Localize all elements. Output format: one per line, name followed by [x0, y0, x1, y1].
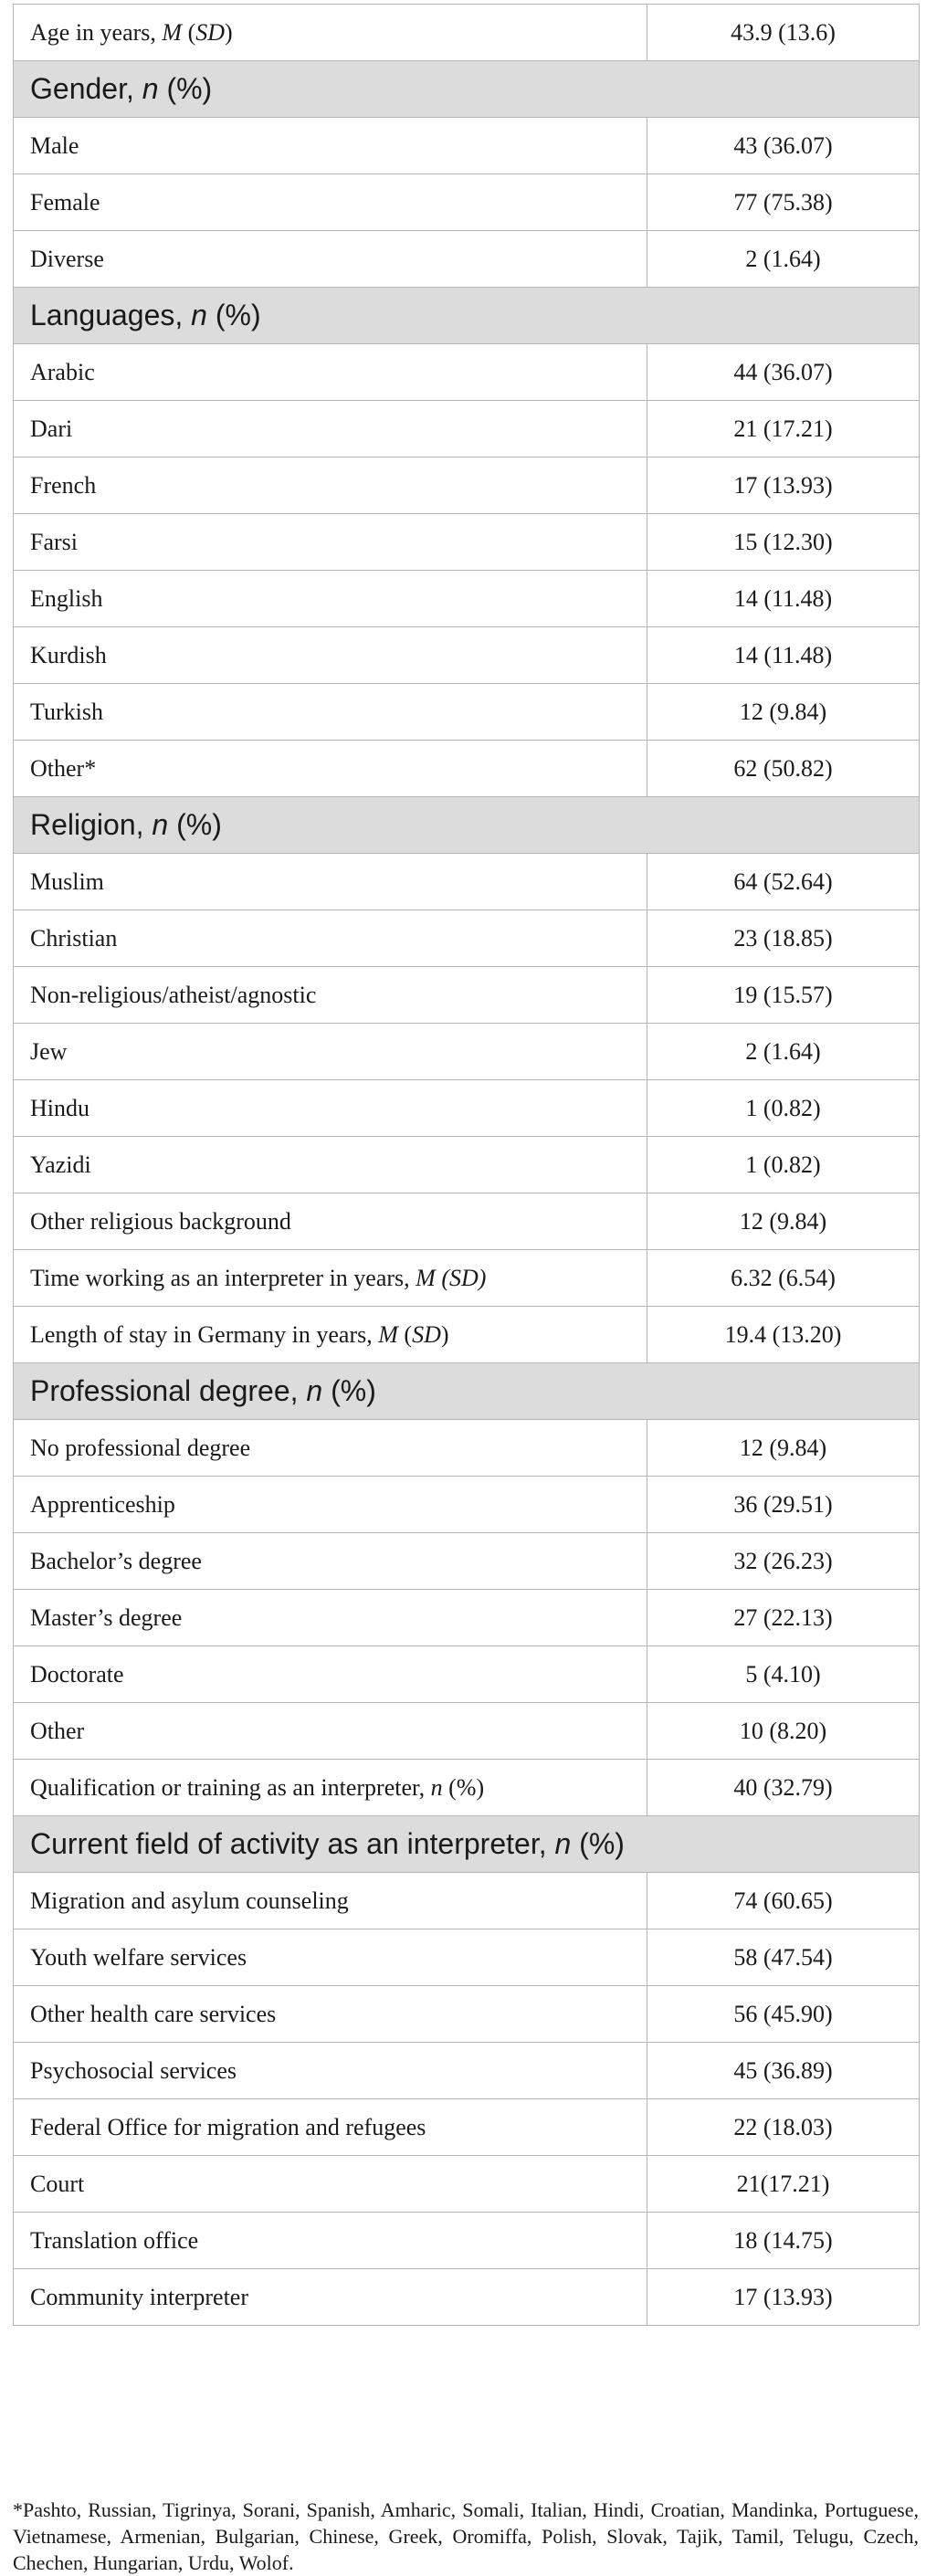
value-cell: 44 (36.07)	[647, 344, 920, 401]
value-cell: 43.9 (13.6)	[647, 5, 920, 61]
value-cell: 22 (18.03)	[647, 2099, 920, 2156]
value-cell: 1 (0.82)	[647, 1137, 920, 1193]
row-label: Non-religious/atheist/agnostic	[30, 981, 317, 1008]
value-cell: 15 (12.30)	[647, 514, 920, 571]
table-row	[14, 627, 920, 684]
table-row	[14, 1760, 920, 1816]
label-cell	[14, 1477, 647, 1533]
value-cell: 14 (11.48)	[647, 571, 920, 627]
label-cell	[14, 684, 647, 741]
label-cell	[14, 2099, 647, 2156]
row-label: Male	[30, 131, 79, 159]
row-label: Age in years,	[30, 18, 163, 46]
table-row	[14, 401, 920, 457]
row-label-suffix: )	[440, 1320, 449, 1348]
table-row	[14, 118, 920, 174]
table-row	[14, 571, 920, 627]
row-label-suffix: (%)	[206, 299, 261, 331]
label-cell	[14, 514, 647, 571]
label-cell	[14, 1873, 647, 1929]
label-cell	[14, 1250, 647, 1307]
row-label: Languages,	[30, 299, 192, 331]
table-row	[14, 514, 920, 571]
label-cell	[14, 1590, 647, 1646]
value-cell: 43 (36.07)	[647, 118, 920, 174]
label-cell	[14, 1024, 647, 1080]
table-row	[14, 1873, 920, 1929]
row-label-suffix: (%)	[322, 1374, 376, 1407]
table-row	[14, 1533, 920, 1590]
label-cell	[14, 910, 647, 967]
row-label: Migration and asylum counseling	[30, 1887, 349, 1914]
table-footnote: *Pashto, Russian, Tigrinya, Sorani, Spanish, Amharic, Somali, Italian, Hindi, Croatian, Mandinka, Portuguese, Vietnamese, Armenian, Bulgarian, Chinese, Greek, Oromiffa, Polish, Slovak, Tajik, Tamil, Telugu, Czech, Chechen, Hungarian, Urdu, Wolof.	[13, 2498, 919, 2574]
value-cell: 6.32 (6.54)	[647, 1250, 920, 1307]
demographics-table	[13, 4, 920, 2326]
row-label-italic: M	[162, 18, 183, 46]
label-cell	[14, 1193, 647, 1250]
label-cell	[14, 1307, 647, 1363]
label-cell	[14, 174, 647, 231]
section-header-row	[14, 1363, 920, 1420]
value-cell: 62 (50.82)	[647, 741, 920, 797]
row-label-italic: n	[430, 1773, 443, 1801]
value-cell: 10 (8.20)	[647, 1703, 920, 1760]
table-row	[14, 1986, 920, 2043]
value-cell: 5 (4.10)	[647, 1646, 920, 1703]
value-cell: 32 (26.23)	[647, 1533, 920, 1590]
label-cell	[14, 967, 647, 1024]
label-cell	[14, 741, 647, 797]
table-row	[14, 1137, 920, 1193]
row-label-italic: M (SD)	[416, 1264, 487, 1291]
table-row	[14, 2269, 920, 2326]
table-row	[14, 1024, 920, 1080]
value-cell: 64 (52.64)	[647, 854, 920, 910]
section-header-row	[14, 61, 920, 118]
table-row	[14, 1590, 920, 1646]
row-label: Arabic	[30, 358, 95, 385]
label-cell	[14, 1420, 647, 1477]
row-label: Qualification or training as an interpreter,	[30, 1773, 431, 1801]
value-cell: 74 (60.65)	[647, 1873, 920, 1929]
label-cell	[14, 854, 647, 910]
value-cell: 27 (22.13)	[647, 1590, 920, 1646]
row-label: Kurdish	[30, 641, 107, 668]
value-cell: 14 (11.48)	[647, 627, 920, 684]
value-cell: 19.4 (13.20)	[647, 1307, 920, 1363]
value-cell: 45 (36.89)	[647, 2043, 920, 2099]
row-label: Court	[30, 2170, 85, 2197]
row-label-suffix: (	[182, 18, 196, 46]
table-row	[14, 1703, 920, 1760]
row-label: Christian	[30, 924, 118, 952]
row-label-italic: SD	[412, 1320, 441, 1348]
table-row	[14, 1477, 920, 1533]
value-cell: 12 (9.84)	[647, 1420, 920, 1477]
section-header-cell	[14, 288, 920, 344]
table-row	[14, 854, 920, 910]
row-label-italic: SD	[195, 18, 226, 46]
table-row	[14, 2156, 920, 2213]
label-cell	[14, 1080, 647, 1137]
row-label: Professional degree,	[30, 1374, 307, 1407]
label-cell	[14, 627, 647, 684]
row-label: No professional degree	[30, 1434, 251, 1461]
table-row	[14, 1307, 920, 1363]
row-label: Dari	[30, 415, 73, 442]
value-cell: 2 (1.64)	[647, 231, 920, 288]
table-row	[14, 684, 920, 741]
row-label: Farsi	[30, 528, 78, 555]
row-label-suffix: (%)	[571, 1827, 625, 1860]
row-label: French	[30, 471, 97, 499]
section-header-cell	[14, 1363, 920, 1420]
row-label: Other health care services	[30, 2000, 277, 2027]
table-row	[14, 1929, 920, 1986]
row-label: Doctorate	[30, 1660, 124, 1688]
row-label: Length of stay in Germany in years,	[30, 1320, 379, 1348]
row-label: Other	[30, 1717, 85, 1744]
value-cell: 17 (13.93)	[647, 2269, 920, 2326]
row-label: Federal Office for migration and refugees	[30, 2113, 426, 2140]
row-label: Muslim	[30, 867, 104, 895]
value-cell: 1 (0.82)	[647, 1080, 920, 1137]
table-row	[14, 1646, 920, 1703]
table-row	[14, 1193, 920, 1250]
row-label: Bachelor’s degree	[30, 1547, 202, 1574]
value-cell: 17 (13.93)	[647, 457, 920, 514]
table-row	[14, 5, 920, 61]
row-label: Jew	[30, 1037, 68, 1065]
table-row	[14, 910, 920, 967]
row-label-italic: n	[306, 1374, 323, 1407]
label-cell	[14, 2156, 647, 2213]
label-cell	[14, 2269, 647, 2326]
table-row	[14, 1250, 920, 1307]
label-cell	[14, 118, 647, 174]
label-cell	[14, 5, 647, 61]
row-label: English	[30, 584, 103, 612]
label-cell	[14, 1929, 647, 1986]
value-cell: 12 (9.84)	[647, 1193, 920, 1250]
section-header-cell	[14, 1816, 920, 1873]
row-label-italic: n	[554, 1827, 572, 1860]
row-label: Diverse	[30, 245, 104, 272]
label-cell	[14, 1760, 647, 1816]
row-label: Translation office	[30, 2226, 199, 2254]
row-label: Apprenticeship	[30, 1490, 175, 1518]
value-cell: 21 (17.21)	[647, 401, 920, 457]
table-row	[14, 2043, 920, 2099]
label-cell	[14, 401, 647, 457]
section-header-row	[14, 797, 920, 854]
row-label-suffix: )	[225, 18, 233, 46]
label-cell	[14, 2043, 647, 2099]
row-label-suffix: (	[397, 1320, 413, 1348]
label-cell	[14, 231, 647, 288]
row-label: Female	[30, 188, 100, 216]
value-cell: 36 (29.51)	[647, 1477, 920, 1533]
row-label: Hindu	[30, 1094, 89, 1121]
row-label: Gender,	[30, 72, 142, 105]
table-row	[14, 174, 920, 231]
table-row	[14, 344, 920, 401]
row-label: Community interpreter	[30, 2283, 249, 2310]
value-cell: 23 (18.85)	[647, 910, 920, 967]
value-cell: 58 (47.54)	[647, 1929, 920, 1986]
row-label-italic: M	[378, 1320, 398, 1348]
table-row	[14, 967, 920, 1024]
row-label: Religion,	[30, 808, 153, 841]
table-row	[14, 2099, 920, 2156]
value-cell: 18 (14.75)	[647, 2213, 920, 2269]
row-label-suffix: (%)	[158, 72, 213, 105]
value-cell: 19 (15.57)	[647, 967, 920, 1024]
table-body	[14, 5, 920, 2326]
value-cell: 56 (45.90)	[647, 1986, 920, 2043]
section-header-cell	[14, 797, 920, 854]
value-cell: 12 (9.84)	[647, 684, 920, 741]
section-header-cell	[14, 61, 920, 118]
row-label: Current field of activity as an interpreter,	[30, 1827, 555, 1860]
row-label: Master’s degree	[30, 1603, 183, 1631]
value-cell: 21(17.21)	[647, 2156, 920, 2213]
value-cell: 40 (32.79)	[647, 1760, 920, 1816]
value-cell: 77 (75.38)	[647, 174, 920, 231]
label-cell	[14, 571, 647, 627]
table-row	[14, 1080, 920, 1137]
label-cell	[14, 457, 647, 514]
table-row	[14, 231, 920, 288]
row-label: Other*	[30, 754, 97, 782]
label-cell	[14, 1533, 647, 1590]
value-cell: 2 (1.64)	[647, 1024, 920, 1080]
row-label: Yazidi	[30, 1151, 91, 1178]
label-cell	[14, 1646, 647, 1703]
row-label: Psychosocial services	[30, 2056, 237, 2084]
row-label-italic: n	[191, 299, 207, 331]
label-cell	[14, 2213, 647, 2269]
label-cell	[14, 344, 647, 401]
label-cell	[14, 1986, 647, 2043]
table-row	[14, 741, 920, 797]
row-label-italic: n	[152, 808, 169, 841]
table-row	[14, 1420, 920, 1477]
table-row	[14, 457, 920, 514]
demographics-table-container	[13, 4, 919, 2326]
label-cell	[14, 1137, 647, 1193]
section-header-row	[14, 1816, 920, 1873]
row-label: Turkish	[30, 698, 103, 725]
table-row	[14, 2213, 920, 2269]
row-label-italic: n	[142, 72, 159, 105]
section-header-row	[14, 288, 920, 344]
row-label-suffix: (%)	[168, 808, 222, 841]
row-label-suffix: (%)	[442, 1773, 485, 1801]
label-cell	[14, 1703, 647, 1760]
row-label: Time working as an interpreter in years,	[30, 1264, 416, 1291]
row-label: Youth welfare services	[30, 1943, 247, 1971]
row-label: Other religious background	[30, 1207, 291, 1235]
